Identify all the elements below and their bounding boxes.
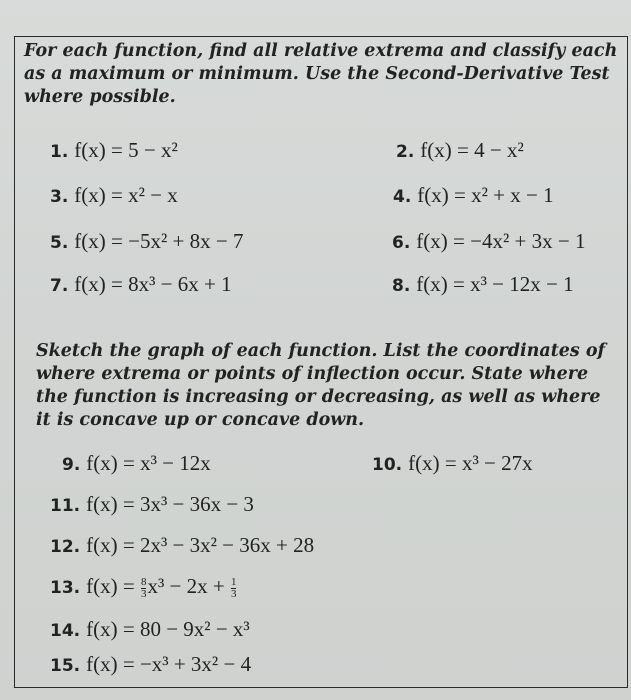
problem-number: 7.	[50, 276, 69, 296]
problem-expression: f(x) = 80 − 9x² − x³	[86, 617, 250, 641]
section1-instructions: For each function, find all relative extrema and classify each as a maximum or minimum. Use the Second-Derivative Test where possible.	[24, 41, 618, 107]
problem-number: 6.	[392, 233, 411, 253]
problem-number: 11.	[50, 496, 81, 516]
section2-instructions: Sketch the graph of each function. List the coordinates of where extrema or points of inflection occur. State where the function is increasing or decreasing, as well as where it is concave up or concave down.	[36, 341, 606, 430]
problem-number: 4.	[393, 187, 412, 207]
problem-3	[50, 183, 178, 209]
fraction-numerator: 8	[140, 575, 147, 588]
problem-13	[50, 574, 237, 600]
problem-2	[396, 138, 524, 164]
problem-7	[50, 272, 232, 298]
problem-expression: f(x) = 8x³ − 6x + 1	[74, 272, 232, 296]
problem-number: 9.	[62, 455, 81, 475]
problem-number: 15.	[50, 656, 81, 676]
problem-1	[50, 138, 178, 164]
problem-number: 12.	[50, 537, 81, 557]
problem-expression: f(x) = 2x³ − 3x² − 36x + 28	[86, 533, 315, 557]
problem-expression: f(x) = x² + x − 1	[417, 183, 554, 207]
problem-expression: f(x) = 3x³ − 36x − 3	[86, 492, 254, 516]
problem-expression: f(x) = x² − x	[74, 183, 178, 207]
problem-15	[50, 652, 251, 678]
problem-number: 10.	[372, 455, 403, 475]
problem-expression-middle: x³ − 2x +	[147, 574, 230, 598]
problem-number: 1.	[50, 142, 69, 162]
problem-6	[392, 229, 585, 255]
fraction-numerator: 1	[230, 575, 237, 588]
problem-number: 5.	[50, 233, 69, 253]
problem-number: 13.	[50, 578, 81, 598]
fraction-denominator: 3	[230, 587, 237, 600]
problem-5	[50, 229, 243, 255]
problem-number: 14.	[50, 621, 81, 641]
problem-8	[392, 272, 574, 298]
problem-4	[393, 183, 554, 209]
problem-number: 2.	[396, 142, 415, 162]
problem-expression: f(x) = x³ − 27x	[408, 451, 533, 475]
problem-expression: f(x) = −4x² + 3x − 1	[416, 229, 586, 253]
problem-14	[50, 617, 250, 643]
problem-expression: f(x) = 5 − x²	[74, 138, 178, 162]
problem-expression: f(x) = −x³ + 3x² − 4	[86, 652, 252, 676]
problem-expression: f(x) = x³ − 12x	[86, 451, 211, 475]
problem-expression: f(x) = 4 − x²	[420, 138, 524, 162]
problem-number: 8.	[392, 276, 411, 296]
problem-11	[50, 492, 254, 518]
problem-9	[62, 451, 211, 477]
problem-12	[50, 533, 314, 559]
fraction	[231, 577, 237, 600]
problem-expression: f(x) = −5x² + 8x − 7	[74, 229, 244, 253]
fraction	[141, 577, 147, 600]
fraction-denominator: 3	[140, 587, 147, 600]
problem-expression: f(x) = x³ − 12x − 1	[416, 272, 574, 296]
problem-10	[372, 451, 533, 477]
problem-expression-prefix: f(x) =	[86, 574, 140, 598]
problem-number: 3.	[50, 187, 69, 207]
